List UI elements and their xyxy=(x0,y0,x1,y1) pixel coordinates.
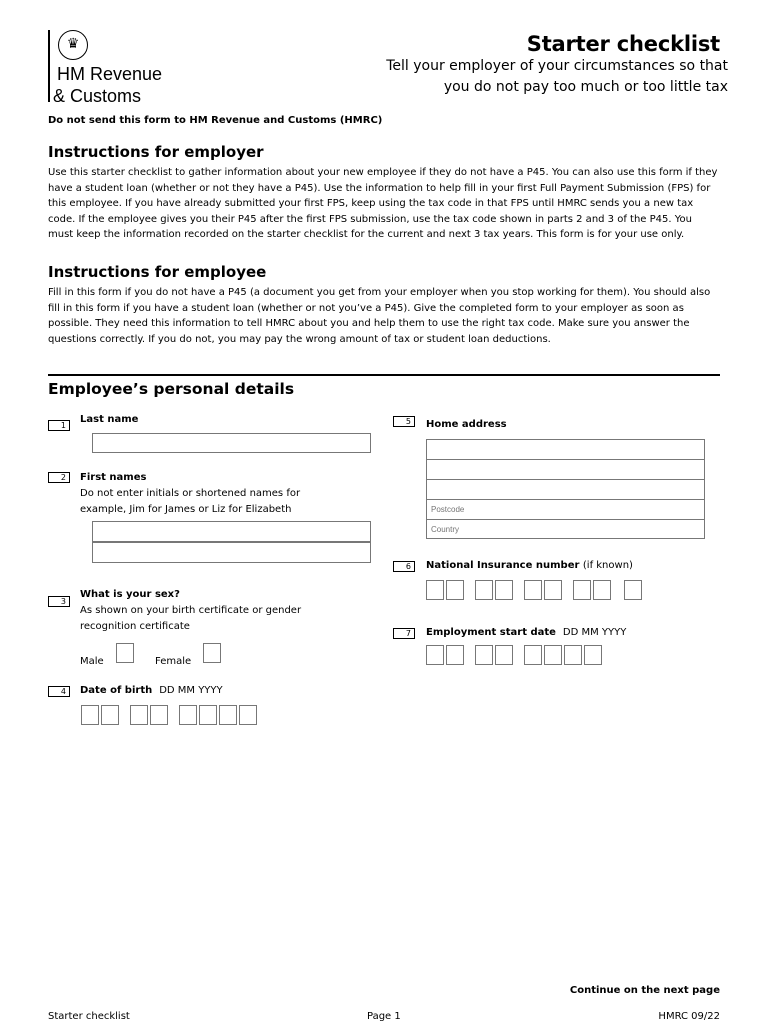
home-address-label: Home address xyxy=(426,419,507,430)
dob-month-digit-1[interactable] xyxy=(130,705,148,725)
dob-format: DD MM YYYY xyxy=(159,685,223,696)
first-names-field-line-1[interactable] xyxy=(92,521,371,542)
first-names-label: First names xyxy=(80,472,147,483)
sex-question-label: What is your sex? xyxy=(80,589,180,600)
logo-line-2: & Customs xyxy=(53,86,142,106)
start-day-digit-1[interactable] xyxy=(426,645,444,665)
ni-char-9[interactable] xyxy=(624,580,642,600)
employee-heading: Instructions for employee xyxy=(48,263,267,281)
ni-number-label xyxy=(426,560,633,571)
start-day-digit-2[interactable] xyxy=(446,645,464,665)
postcode-field[interactable] xyxy=(426,499,705,520)
dob-label-text: Date of birth xyxy=(80,685,153,696)
question-number-1: 1 xyxy=(48,420,70,431)
question-number-4: 4 xyxy=(48,686,70,697)
ni-char-7[interactable] xyxy=(573,580,591,600)
continue-notice: Continue on the next page xyxy=(569,985,720,996)
footer-form-name: Starter checklist xyxy=(48,1011,130,1022)
ni-char-3[interactable] xyxy=(475,580,493,600)
page-title: Starter checklist xyxy=(526,32,720,56)
logo-bar xyxy=(48,30,50,102)
ni-number-note: (if known) xyxy=(582,560,633,571)
section-divider xyxy=(48,374,720,376)
address-line-3[interactable] xyxy=(426,479,705,500)
question-number-2: 2 xyxy=(48,472,70,483)
dob-year-digit-4[interactable] xyxy=(239,705,257,725)
female-checkbox[interactable] xyxy=(203,643,221,663)
ni-char-8[interactable] xyxy=(593,580,611,600)
section-title: Employee’s personal details xyxy=(48,380,295,398)
start-year-digit-4[interactable] xyxy=(584,645,602,665)
question-number-3: 3 xyxy=(48,596,70,607)
employer-instructions: Use this starter checklist to gather information about your new employee if they do not have a P45. You can also use this form if they have a student loan (whether or not they have a P45). Use the information to help fill in your first Full Payment Submission (FPS) for this employee. If you have already submitted your first FPS, keep using the tax code in that FPS until HMRC sends you a new tax code. If the employee gives you their P45 after the first FPS submission, use the tax code shown in parts 2 and 3 of the P45. You must keep the information recorded on the starter checklist for the current and next 3 tax years. This form is for your use only. xyxy=(48,167,718,240)
first-names-field-line-2[interactable] xyxy=(92,542,371,563)
address-line-1[interactable] xyxy=(426,439,705,460)
dob-month-digit-2[interactable] xyxy=(150,705,168,725)
warning-notice: Do not send this form to HM Revenue and Customs (HMRC) xyxy=(48,115,383,126)
ni-char-1[interactable] xyxy=(426,580,444,600)
dob-day-digit-1[interactable] xyxy=(81,705,99,725)
start-year-digit-3[interactable] xyxy=(564,645,582,665)
start-month-digit-1[interactable] xyxy=(475,645,493,665)
ni-char-6[interactable] xyxy=(544,580,562,600)
employer-heading: Instructions for employer xyxy=(48,143,264,161)
country-field[interactable] xyxy=(426,519,705,539)
female-label: Female xyxy=(155,656,192,667)
ni-char-2[interactable] xyxy=(446,580,464,600)
employee-instructions: Fill in this form if you do not have a P45 (a document you get from your employer when you stop working for them). You should also fill in this form if you have a student loan (whether or not you’ve a P45). Give the completed form to your employer as soon as possible. They need this information to tell HMRC about you and help them to use the right tax code. Make sure you answer the questions correctly. If you do not, you may pay the wrong amount of tax or student loan deductions. xyxy=(48,287,711,345)
dob-label xyxy=(80,685,223,696)
last-name-label: Last name xyxy=(80,414,139,425)
start-date-format: DD MM YYYY xyxy=(562,627,627,638)
sex-question-hint: As shown on your birth certificate or gender recognition certificate xyxy=(80,605,302,632)
question-number-5: 5 xyxy=(393,416,415,427)
last-name-field[interactable] xyxy=(92,433,371,453)
dob-year-digit-2[interactable] xyxy=(199,705,217,725)
logo-line-1: HM Revenue xyxy=(57,64,163,84)
address-line-2[interactable] xyxy=(426,459,705,480)
question-number-7: 7 xyxy=(393,628,415,639)
page-subtitle: Tell your employer of your circumstances so that you do not pay too much or too little tax xyxy=(386,58,728,95)
start-year-digit-2[interactable] xyxy=(544,645,562,665)
dob-year-digit-3[interactable] xyxy=(219,705,237,725)
dob-year-digit-1[interactable] xyxy=(179,705,197,725)
ni-number-label-text: National Insurance number xyxy=(426,560,580,571)
start-year-digit-1[interactable] xyxy=(524,645,542,665)
start-month-digit-2[interactable] xyxy=(495,645,513,665)
footer-form-version: HMRC 09/22 xyxy=(658,1011,720,1022)
dob-day-digit-2[interactable] xyxy=(101,705,119,725)
crown-crest-icon: ♛ xyxy=(58,30,88,60)
start-date-label xyxy=(426,627,626,638)
ni-char-5[interactable] xyxy=(524,580,542,600)
footer-page-number: Page 1 xyxy=(367,1011,401,1022)
question-number-6: 6 xyxy=(393,561,415,572)
start-date-label-text: Employment start date xyxy=(426,627,556,638)
first-names-hint: Do not enter initials or shortened names for example, Jim for James or Liz for Elizabeth xyxy=(80,488,301,515)
ni-char-4[interactable] xyxy=(495,580,513,600)
male-checkbox[interactable] xyxy=(116,643,134,663)
male-label: Male xyxy=(80,656,104,667)
